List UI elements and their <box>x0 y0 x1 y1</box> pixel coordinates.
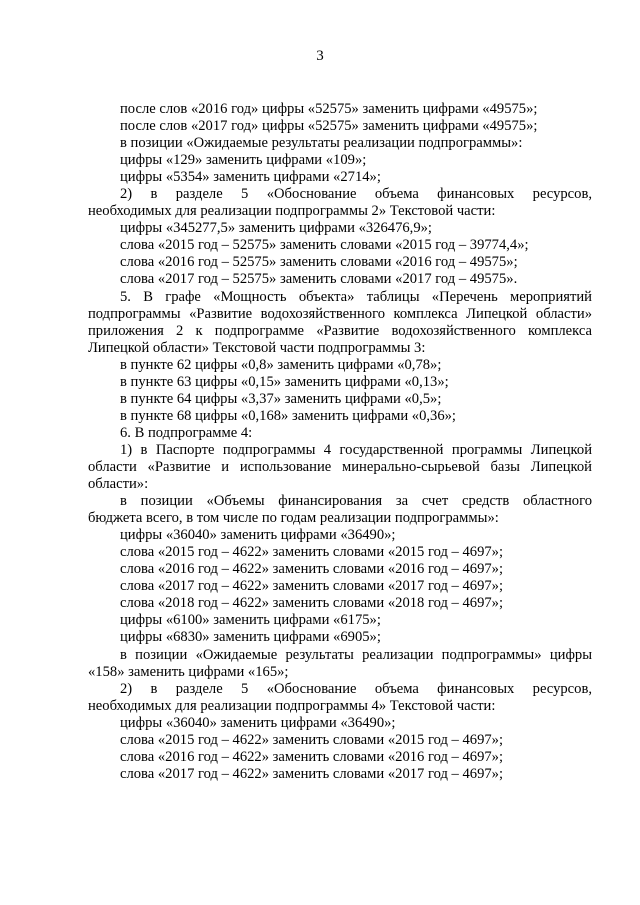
text-line: необходимых для реализации подпрограммы 4» Текстовой части: <box>88 697 496 714</box>
text-line: в пункте 68 цифры «0,168» заменить цифрами «0,36»; <box>120 407 456 424</box>
paragraph <box>88 152 592 169</box>
text-line: слова «2016 год – 52575» заменить словами «2016 год – 49575»; <box>120 254 518 271</box>
text-line: после слов «2016 год» цифры «52575» заменить цифрами «49575»; <box>120 101 538 117</box>
text-line: в пункте 63 цифры «0,15» заменить цифрами «0,13»; <box>120 373 449 390</box>
text-line: цифры «6830» заменить цифрами «6905»; <box>120 629 381 646</box>
text-line: 2) в разделе 5 «Обоснование объема финансовых ресурсов, <box>120 186 592 203</box>
text-line: цифры «6100» заменить цифрами «6175»; <box>120 612 381 629</box>
paragraph <box>88 391 592 408</box>
paragraph <box>88 527 592 544</box>
text-line: области «Развитие и использование минерально-сырьевой базы Липецкой <box>88 458 592 475</box>
text-line: бюджета всего, в том числе по годам реализации подпрограммы»: <box>88 510 499 527</box>
paragraph <box>88 237 592 254</box>
text-line: слова «2015 год – 4622» заменить словами «2015 год – 4697»; <box>120 544 504 561</box>
paragraph <box>88 289 592 357</box>
text-line: в пункте 64 цифры «3,37» заменить цифрами «0,5»; <box>120 390 442 407</box>
paragraph <box>88 101 592 118</box>
text-line: Липецкой области» Текстовой части подпрограммы 3: <box>88 339 426 356</box>
paragraph <box>88 595 592 612</box>
paragraph <box>88 749 592 766</box>
text-line: слова «2015 год – 52575» заменить словами «2015 год – 39774,4»; <box>120 237 529 254</box>
paragraph <box>88 578 592 595</box>
text-line: приложения 2 к подпрограмме «Развитие водохозяйственного комплекса <box>88 322 592 339</box>
page-number: 3 <box>316 48 324 64</box>
paragraph <box>88 681 592 715</box>
paragraph <box>88 186 592 220</box>
text-line: 6. В подпрограмме 4: <box>120 424 253 441</box>
text-line: после слов «2017 год» цифры «52575» заменить цифрами «49575»; <box>120 118 538 135</box>
text-line: в позиции «Ожидаемые результаты реализации подпрограммы» цифры <box>120 646 592 663</box>
paragraph <box>88 612 592 629</box>
text-line: слова «2016 год – 4622» заменить словами «2016 год – 4697»; <box>120 748 504 765</box>
paragraph <box>88 135 592 152</box>
text-line: необходимых для реализации подпрограммы 2» Текстовой части: <box>88 203 496 220</box>
text-line: слова «2016 год – 4622» заменить словами «2016 год – 4697»; <box>120 561 504 578</box>
text-line: слова «2017 год – 4622» заменить словами «2017 год – 4697»; <box>120 765 504 782</box>
paragraph <box>88 715 592 732</box>
text-line: в позиции «Объемы финансирования за счет средств областного <box>120 493 592 510</box>
paragraph <box>88 544 592 561</box>
paragraph <box>88 647 592 681</box>
paragraph <box>88 220 592 237</box>
text-line: цифры «5354» заменить цифрами «2714»; <box>120 169 381 186</box>
text-line: цифры «36040» заменить цифрами «36490»; <box>120 714 396 731</box>
paragraph <box>88 766 592 783</box>
paragraph <box>88 442 592 493</box>
text-line: цифры «345277,5» заменить цифрами «326476,9»; <box>120 220 432 237</box>
text-line: в позиции «Ожидаемые результаты реализации подпрограммы»: <box>120 135 523 152</box>
text-line: области»: <box>88 476 149 493</box>
paragraph <box>88 118 592 135</box>
text-line: слова «2015 год – 4622» заменить словами «2015 год – 4697»; <box>120 731 504 748</box>
text-line: 2) в разделе 5 «Обоснование объема финансовых ресурсов, <box>120 680 592 697</box>
paragraph <box>88 254 592 271</box>
text-line: 5. В графе «Мощность объекта» таблицы «Перечень мероприятий <box>120 288 592 305</box>
text-line: 1) в Паспорте подпрограммы 4 государственной программы Липецкой <box>120 441 592 458</box>
paragraph <box>88 169 592 186</box>
document-body <box>88 101 592 783</box>
text-line: слова «2017 год – 4622» заменить словами «2017 год – 4697»; <box>120 578 504 595</box>
text-line: цифры «129» заменить цифрами «109»; <box>120 152 367 169</box>
paragraph <box>88 629 592 646</box>
paragraph <box>88 425 592 442</box>
paragraph <box>88 374 592 391</box>
text-line: «158» заменить цифрами «165»; <box>88 663 289 680</box>
paragraph <box>88 493 592 527</box>
text-line: слова «2018 год – 4622» заменить словами «2018 год – 4697»; <box>120 595 504 612</box>
paragraph <box>88 732 592 749</box>
paragraph <box>88 357 592 374</box>
paragraph <box>88 271 592 288</box>
paragraph <box>88 408 592 425</box>
text-line: цифры «36040» заменить цифрами «36490»; <box>120 527 396 544</box>
text-line: подпрограммы «Развитие водохозяйственного комплекса Липецкой области» <box>88 305 592 322</box>
text-line: в пункте 62 цифры «0,8» заменить цифрами «0,78»; <box>120 356 442 373</box>
text-line: слова «2017 год – 52575» заменить словами «2017 год – 49575». <box>120 271 518 288</box>
paragraph <box>88 561 592 578</box>
